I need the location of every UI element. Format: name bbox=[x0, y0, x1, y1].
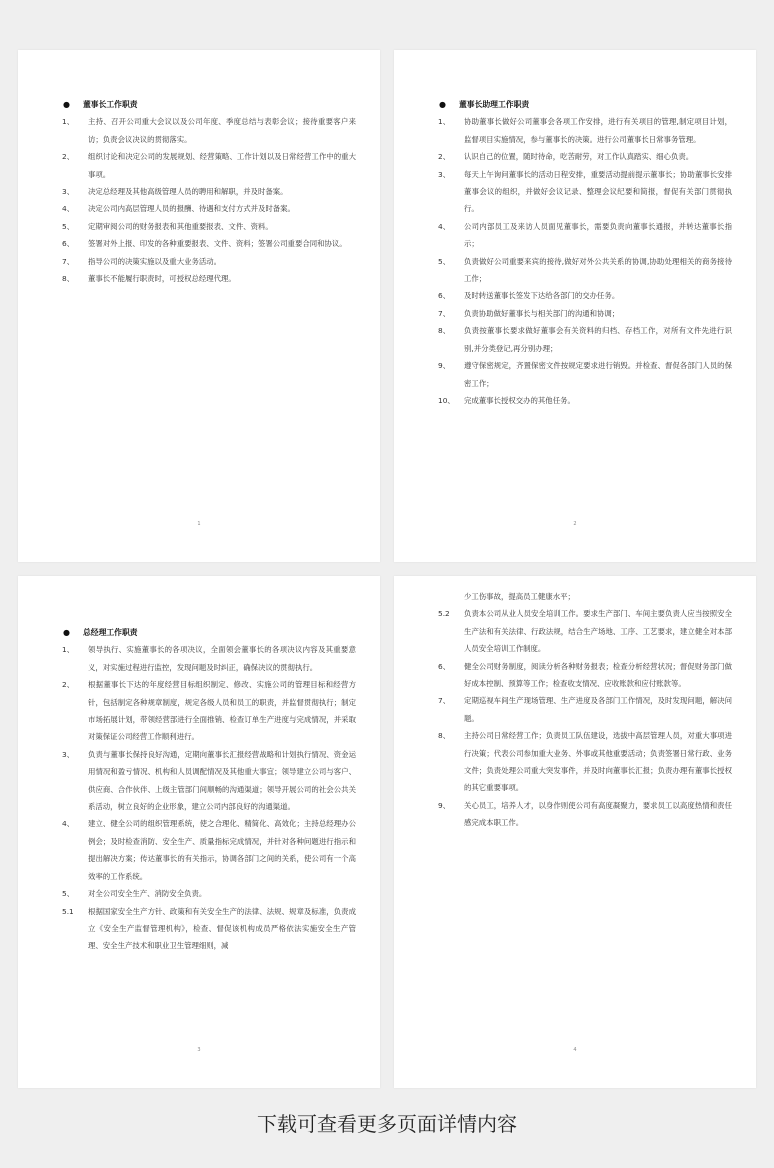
list-item bbox=[438, 357, 732, 392]
item-number: 2、 bbox=[438, 152, 451, 162]
section-heading bbox=[438, 96, 732, 113]
list-item bbox=[438, 148, 732, 165]
list-item bbox=[438, 322, 732, 357]
item-number: 1、 bbox=[62, 117, 75, 127]
item-number: 5、 bbox=[62, 889, 75, 899]
item-number: 6、 bbox=[438, 661, 451, 671]
item-text: 协助董事长做好公司董事会各项工作安排，进行有关项目的管理,制定项目计划，监督项目实施情况，参与董事长的决策。进行公司董事长日常事务管理。 bbox=[464, 117, 732, 144]
item-number: 5.2 bbox=[438, 609, 450, 619]
item-text: 关心员工，培养人才，以身作则使公司有高度凝聚力，要求员工以高度热情和责任感完成本职工作。 bbox=[464, 800, 732, 828]
document-page-4 bbox=[394, 576, 756, 1088]
list-item bbox=[62, 148, 356, 183]
bullet-icon: ● bbox=[63, 628, 70, 637]
list-item bbox=[62, 113, 356, 148]
item-number: 2、 bbox=[62, 152, 75, 162]
list-item bbox=[62, 885, 356, 902]
item-number: 3、 bbox=[62, 749, 75, 759]
item-text: 根据董事长下达的年度经营目标组织制定、修改、实施公司的管理目标和经营方针，包括制定各种规章制度，规定各级人员和员工的职责，并监督贯彻执行；制定市场拓展计划，带领经营部进行全面推销、检查订单生产进度与完成情况，并采取对策保证公司经营工作顺利进行。 bbox=[88, 680, 356, 742]
item-number: 7、 bbox=[62, 256, 75, 266]
list-item bbox=[62, 218, 356, 235]
item-text: 对全公司安全生产、消防安全负责。 bbox=[88, 889, 207, 899]
heading-text: 董事长工作职责 bbox=[83, 100, 138, 109]
list-item bbox=[438, 588, 732, 605]
item-number: 5、 bbox=[62, 221, 75, 231]
item-text: 健全公司财务制度，阅读分析各种财务报表；检查分析经营状况；督促财务部门做好成本控制、预算等工作；检查收支情况、应收账款和应付账款等。 bbox=[464, 661, 732, 689]
list-item bbox=[62, 815, 356, 885]
item-text: 领导执行、实施董事长的各项决议，全面领会董事长的各项决议内容及其重要意义，对实施过程进行监控，发现问题及时纠正，确保决议的贯彻执行。 bbox=[88, 645, 356, 672]
item-text: 根据国家安全生产方针、政策和有关安全生产的法律、法规、规章及标准，负责成立《安全生产监督管理机构》，检查、督促该机构成员严格依法实施安全生产管理、安全生产技术和职业卫生管理细则，减 bbox=[88, 906, 356, 951]
item-number: 8、 bbox=[62, 274, 75, 284]
section-heading bbox=[62, 624, 356, 641]
item-text: 定期审阅公司的财务报表和其他重要报表、文件、资料。 bbox=[88, 221, 273, 231]
list-item bbox=[62, 253, 356, 270]
item-text: 完成董事长授权交办的其他任务。 bbox=[464, 395, 575, 405]
item-text: 决定公司内高层管理人员的报酬、待遇和支付方式并及时备案。 bbox=[88, 204, 295, 214]
list-item bbox=[438, 692, 732, 727]
item-number: 7、 bbox=[438, 308, 451, 318]
document-page-3 bbox=[18, 576, 380, 1088]
item-text: 主持公司日常经营工作；负责员工队伍建设，选拔中高层管理人员，对重大事项进行决策；代表公司参加重大业务、外事或其他重要活动；负责签署日常行政、业务文件；负责处理公司重大突发事件，并及时向董事长汇报；负责办理有董事长授权的其它重要事项。 bbox=[464, 731, 732, 793]
page-content bbox=[438, 588, 732, 832]
item-number: 2、 bbox=[62, 680, 75, 690]
item-number: 8、 bbox=[438, 731, 451, 741]
item-text: 遵守保密规定，齐置保密文件按规定要求进行销毁。并检查、督促各部门人员的保密工作； bbox=[464, 361, 732, 388]
heading-text: 总经理工作职责 bbox=[83, 628, 138, 637]
list-item bbox=[438, 605, 732, 657]
item-text: 指导公司的决策实施以及重大业务活动。 bbox=[88, 256, 222, 266]
list-item bbox=[62, 200, 356, 217]
list-item bbox=[62, 641, 356, 676]
list-item bbox=[62, 270, 356, 287]
item-number: 3、 bbox=[62, 187, 75, 197]
list-item bbox=[62, 183, 356, 200]
item-text: 认识自己的位置，随时待命，吃苦耐劳，对工作认真踏实、细心负责。 bbox=[464, 152, 694, 162]
document-page-2 bbox=[394, 50, 756, 562]
bullet-icon: ● bbox=[63, 100, 70, 109]
page-number: 2 bbox=[573, 521, 577, 527]
item-text: 定期巡视车间生产现场管理、生产进度及各部门工作情况，及时发现问题，解决问题。 bbox=[464, 696, 732, 723]
item-number: 5、 bbox=[438, 256, 451, 266]
list-item bbox=[438, 305, 732, 322]
bullet-icon: ● bbox=[439, 100, 446, 109]
item-number: 5.1 bbox=[62, 906, 74, 916]
item-number: 4、 bbox=[62, 204, 75, 214]
item-text: 及时转送董事长签发下达给各部门的交办任务。 bbox=[464, 291, 620, 301]
item-number: 9、 bbox=[438, 800, 451, 810]
list-item bbox=[438, 218, 732, 253]
item-number: 8、 bbox=[438, 326, 451, 336]
item-text: 签署对外上报、印发的各种重要报表、文件、资料；签署公司重要合同和协议。 bbox=[88, 239, 347, 249]
item-number: 7、 bbox=[438, 696, 451, 706]
page-number: 3 bbox=[197, 1047, 201, 1053]
list-item bbox=[438, 253, 732, 288]
list-item bbox=[62, 746, 356, 816]
item-text: 决定总经理及其他高级管理人员的聘用和解职，并及时备案。 bbox=[88, 187, 288, 197]
list-item bbox=[438, 797, 732, 832]
document-page-1 bbox=[18, 50, 380, 562]
item-number: 4、 bbox=[62, 819, 75, 829]
item-number: 1、 bbox=[62, 645, 75, 655]
section-heading bbox=[62, 96, 356, 113]
item-number: 9、 bbox=[438, 361, 451, 371]
item-text: 负责与董事长保持良好沟通，定期向董事长汇报经营战略和计划执行情况、资金运用情况和盈亏情况、机构和人员调配情况及其他重大事宜；领导建立公司与客户、供应商、合作伙伴、上级主管部门间顺畅的沟通渠道；领导开展公司的社会公共关系活动，树立良好的企业形象，建立公司内部良好的沟通渠道。 bbox=[88, 749, 356, 812]
item-text: 公司内部员工及来访人员面见董事长，需要负责向董事长通报，并转达董事长指示； bbox=[464, 221, 732, 249]
item-text: 主持、召开公司重大会议以及公司年度、季度总结与表彰会议；接待重要客户来访；负责会议决议的贯彻落实。 bbox=[88, 117, 356, 144]
item-text: 负责按董事长要求做好董事会有关资料的归档、存档工作，对所有文件先进行识别,并分类登记,再分别办理； bbox=[464, 326, 732, 353]
item-number: 6、 bbox=[62, 239, 75, 249]
item-text: 负责协助做好董事长与相关部门的沟通和协调； bbox=[464, 308, 620, 318]
item-text: 建立、健全公司的组织管理系统，使之合理化、精简化、高效化；主持总经理办公例会；及时检查消防、安全生产、质量指标完成情况，并针对各种问题进行指示和提出解决方案；传达董事长的有关指示，协调各部门之间的关系，使公司有一个高效率的工作系统。 bbox=[88, 819, 356, 881]
item-number: 4、 bbox=[438, 221, 451, 231]
item-number: 10、 bbox=[438, 395, 455, 405]
page-number: 4 bbox=[573, 1047, 577, 1053]
page-number: 1 bbox=[197, 521, 201, 527]
item-number: 3、 bbox=[438, 169, 451, 179]
page-content bbox=[62, 624, 356, 955]
item-text: 董事长不能履行职责时，可授权总经理代理。 bbox=[88, 274, 236, 284]
item-number: 1、 bbox=[438, 117, 451, 127]
list-item bbox=[438, 166, 732, 218]
list-item bbox=[62, 676, 356, 746]
item-text: 负责本公司从业人员安全培训工作。要求生产部门、车间主要负责人应当按照安全生产法和有关法律、行政法规，结合生产场地、工序、工艺要求，建立健全对本部人员安全培训工作制度。 bbox=[464, 609, 732, 654]
list-item bbox=[438, 727, 732, 797]
list-item bbox=[62, 903, 356, 955]
download-more-link[interactable]: 下载可查看更多页面详情内容 bbox=[257, 1112, 517, 1136]
heading-text: 董事长助理工作职责 bbox=[459, 100, 530, 109]
item-text: 组织讨论和决定公司的发展规划、经营策略、工作计划以及日常经营工作中的重大事项。 bbox=[88, 152, 356, 179]
list-item bbox=[438, 392, 732, 409]
list-item bbox=[438, 287, 732, 304]
page-content bbox=[62, 96, 356, 287]
page-content bbox=[438, 96, 732, 409]
item-text: 少工伤事故，提高员工健康水平； bbox=[464, 592, 575, 601]
list-item bbox=[438, 113, 732, 148]
item-text: 负责做好公司重要来宾的接待,做好对外公共关系的协调,协助处理相关的商务接待工作； bbox=[464, 256, 732, 284]
list-item bbox=[62, 235, 356, 252]
item-text: 每天上午询问董事长的活动日程安排，重要活动提前提示董事长；协助董事长安排董事会议的组织，并做好会议记录、整理会议纪要和简报，督促有关部门贯彻执行。 bbox=[464, 169, 732, 214]
list-item bbox=[438, 658, 732, 693]
item-number: 6、 bbox=[438, 291, 451, 301]
